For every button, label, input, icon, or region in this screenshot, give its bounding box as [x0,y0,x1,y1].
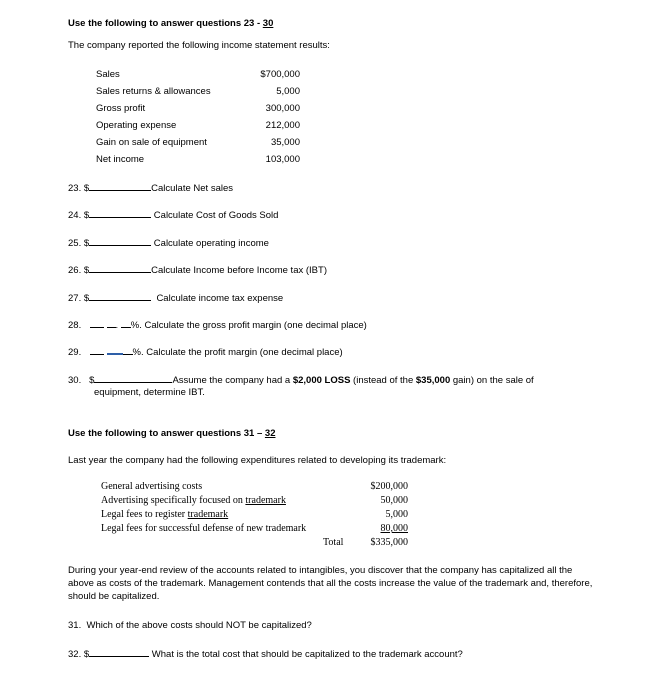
expenditure-value: 80,000 [380,523,408,534]
question-text: gain) on the sale of [450,375,534,386]
question-text: Calculate Net sales [151,183,234,194]
question-32 [68,647,463,660]
income-statement-value: 212,000 [265,120,300,131]
total-label: Total [323,537,344,548]
loss-amount: $2,000 LOSS [292,375,351,386]
question-29 [68,345,343,358]
question-24 [68,208,278,221]
review-paragraph: During your year-end review of the accounts related to intangibles, you discover that the company has capitalized all the above as costs of the trademark. Management contends that all the costs increase the value of the trademark and, therefore, should be capitalized. [68,565,593,602]
answer-blank[interactable] [89,263,151,273]
income-statement-value: 35,000 [270,137,300,148]
question-number: 25. [68,238,82,249]
question-text: Calculate income tax expense [156,293,284,304]
answer-blank[interactable] [89,208,151,218]
section2-header-text: Use the following to answer questions 31 – [68,428,265,439]
question-number: 29. [68,347,82,358]
income-statement-value: 300,000 [265,103,300,114]
question-text: Assume the company had a [172,375,293,386]
question-number: 23. [68,183,82,194]
question-30 [68,373,596,398]
question-number: 28. [68,320,82,331]
income-statement-value: $700,000 [260,69,300,80]
question-28: 28. . %. Calculate the gross profit margin (one decimal place) [68,320,367,331]
question-text: (instead of the [350,375,416,386]
income-statement-label: Operating expense [96,120,177,131]
question-number: 32. [68,649,82,660]
income-statement-label: Sales [96,69,120,80]
answer-blank[interactable] [94,373,172,383]
question-number: 31. [68,620,82,631]
question-text: What is the total cost that should be capitalized to the trademark account? [151,649,463,660]
income-statement-label: Gain on sale of equipment [96,137,207,148]
expenditure-value: 5,000 [385,509,408,520]
answer-blank[interactable] [90,318,104,328]
dollar-sign: $ [83,238,90,249]
answer-blank[interactable] [123,345,133,355]
question-31 [68,620,312,631]
question-text-line2: equipment, determine IBT. [94,387,205,398]
question-number: 26. [68,265,82,276]
dollar-sign: $ [89,375,95,386]
question-number: 24. [68,210,82,221]
question-text: Calculate operating income [153,238,269,249]
expenditure-label: Legal fees to register trademark [101,509,229,520]
dollar-sign: $ [83,210,90,221]
income-statement-value: 103,000 [265,154,300,165]
answer-blank[interactable] [89,181,151,191]
question-23 [68,181,233,194]
question-number: 27. [68,293,82,304]
income-statement-label: Gross profit [96,103,146,114]
expenditure-value: 50,000 [380,495,408,506]
question-text: Calculate Income before Income tax (IBT) [151,265,327,276]
dollar-sign: $ [83,265,90,276]
question-text: Calculate the gross profit margin (one decimal place) [144,320,367,331]
question-text: Which of the above costs should NOT be capitalized? [86,620,312,631]
percent-suffix: %. [132,347,144,358]
section2-intro: Last year the company had the following expenditures related to developing its trademark: [68,455,447,466]
section2-header-range: 32 [264,428,276,439]
answer-blank[interactable] [89,236,151,246]
question-text: Calculate the profit margin (one decimal place) [146,347,343,358]
dollar-sign: $ [83,183,90,194]
expenditure-label: Advertising specifically focused on trademark [101,495,286,506]
income-statement-label: Net income [96,154,145,165]
section1-header-range: 30 [262,18,274,29]
gain-amount: $35,000 [415,375,451,386]
question-26 [68,263,327,276]
dollar-sign: $ [83,649,90,660]
answer-blank[interactable] [90,345,104,355]
percent-suffix: %. [130,320,142,331]
total-value: $335,000 [370,537,408,548]
answer-blank[interactable] [107,345,123,355]
expenditure-label: Legal fees for successful defense of new trademark [101,523,307,534]
income-statement-label: Sales returns & allowances [96,86,211,97]
expenditure-value: $200,000 [370,481,408,492]
section1-header-text: Use the following to answer questions 23 - [68,18,263,29]
section2-header [68,428,275,439]
question-27 [68,291,283,304]
question-25 [68,236,269,249]
answer-blank[interactable] [89,647,149,657]
question-text: Calculate Cost of Goods Sold [153,210,279,221]
answer-blank[interactable] [89,291,151,301]
answer-blank[interactable] [121,318,131,328]
dollar-sign: $ [83,293,90,304]
section1-intro: The company reported the following income statement results: [68,40,330,51]
question-number: 30. [68,375,82,386]
section1-header [68,18,273,29]
answer-blank[interactable] [107,318,116,328]
income-statement-value: 5,000 [276,86,300,97]
expenditure-label: General advertising costs [101,481,203,492]
